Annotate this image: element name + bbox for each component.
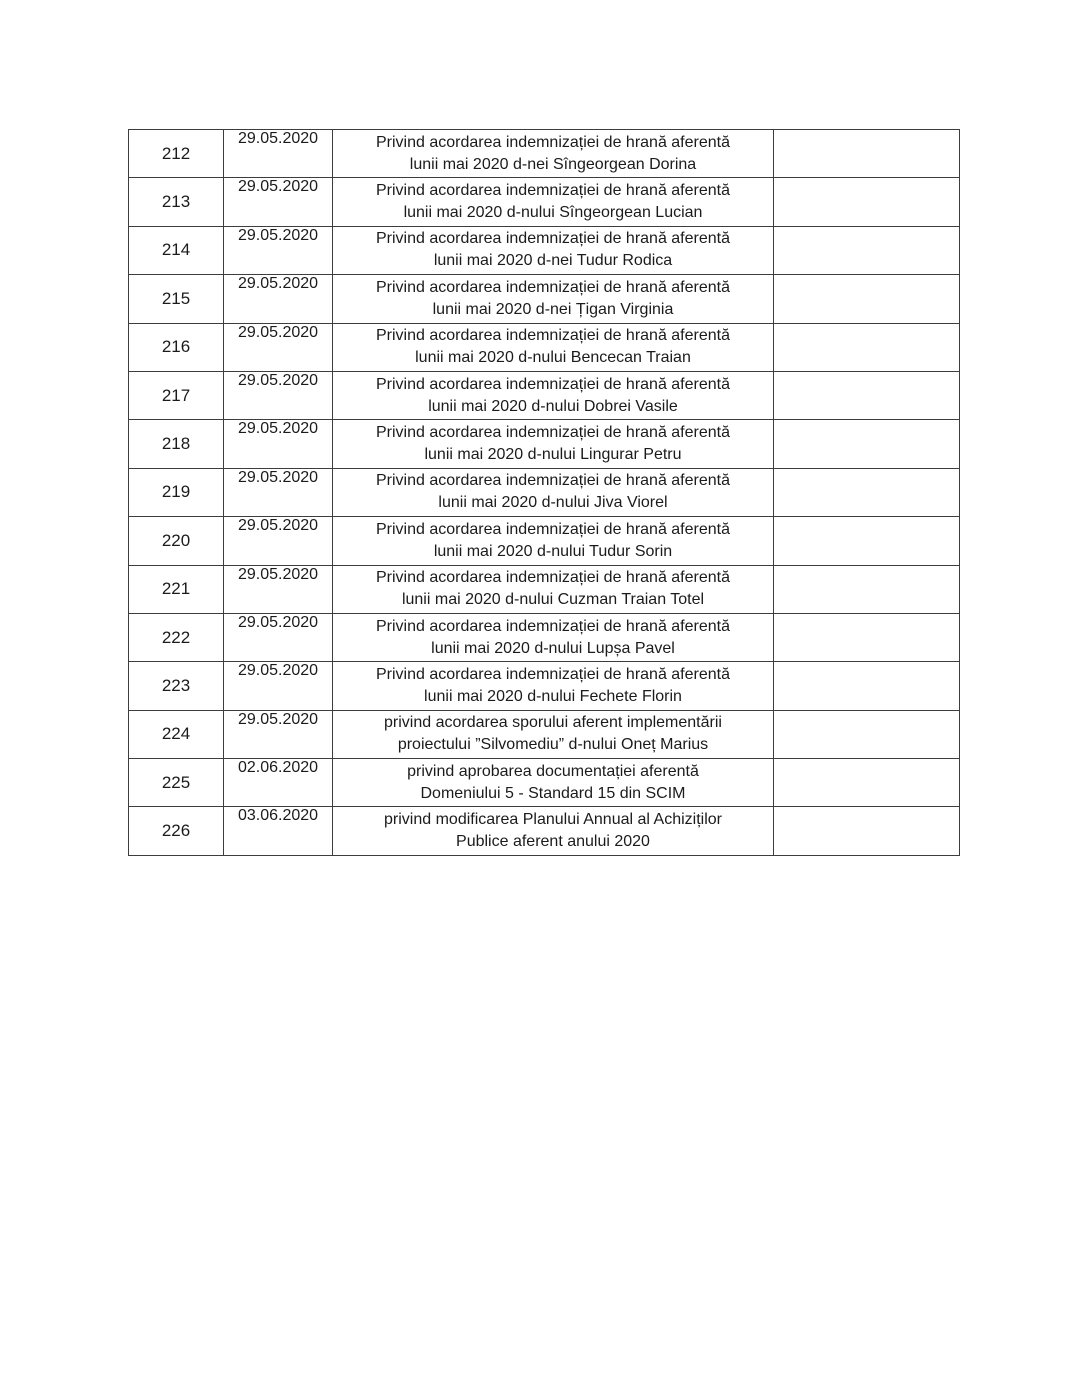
table-row bbox=[129, 468, 960, 516]
row-notes-cell bbox=[774, 178, 960, 226]
row-description-line-2: lunii mai 2020 d-nului Lupșa Pavel bbox=[431, 639, 675, 657]
row-date: 29.05.2020 bbox=[237, 226, 319, 244]
row-number-cell bbox=[129, 565, 224, 613]
row-number: 216 bbox=[161, 337, 191, 357]
row-description-line-2: Publice aferent anului 2020 bbox=[456, 833, 650, 851]
row-date: 29.05.2020 bbox=[237, 468, 319, 486]
row-notes-cell bbox=[774, 517, 960, 565]
row-date: 29.05.2020 bbox=[237, 130, 319, 147]
row-description-cell bbox=[333, 662, 774, 710]
row-description-cell bbox=[333, 371, 774, 419]
row-description-line-1: Privind acordarea indemnizației de hrană aferentă bbox=[376, 133, 730, 151]
row-description-line-1: Privind acordarea indemnizației de hrană aferentă bbox=[376, 375, 730, 393]
row-number: 224 bbox=[161, 724, 191, 744]
row-number-cell bbox=[129, 178, 224, 226]
row-number-cell bbox=[129, 323, 224, 371]
row-number: 220 bbox=[161, 530, 191, 550]
row-description-line-2: lunii mai 2020 d-nului Bencecan Traian bbox=[415, 349, 691, 367]
row-description-line-2: lunii mai 2020 d-nului Dobrei Vasile bbox=[428, 397, 678, 415]
row-date-cell bbox=[224, 565, 333, 613]
row-date: 29.05.2020 bbox=[237, 710, 319, 728]
row-description-line-1: privind aprobarea documentației aferentă bbox=[407, 762, 699, 780]
row-description-line-1: Privind acordarea indemnizației de hrană aferentă bbox=[376, 617, 730, 635]
table-body bbox=[129, 130, 960, 856]
table-row bbox=[129, 178, 960, 226]
row-notes-cell bbox=[774, 275, 960, 323]
row-date: 03.06.2020 bbox=[237, 807, 319, 825]
row-date-cell bbox=[224, 613, 333, 661]
row-notes-cell bbox=[774, 420, 960, 468]
row-description-line-2: lunii mai 2020 d-nului Fechete Florin bbox=[424, 687, 682, 705]
row-description-line-2: lunii mai 2020 d-nei Țigan Virginia bbox=[432, 300, 674, 318]
row-date: 29.05.2020 bbox=[237, 420, 319, 438]
row-notes-cell bbox=[774, 807, 960, 855]
table-row bbox=[129, 517, 960, 565]
row-number: 217 bbox=[161, 385, 191, 405]
decisions-register-table bbox=[128, 129, 960, 856]
row-description-cell bbox=[333, 517, 774, 565]
row-number-cell bbox=[129, 613, 224, 661]
row-notes-cell bbox=[774, 662, 960, 710]
row-description-line-2: lunii mai 2020 d-nului Sîngeorgean Lucian bbox=[403, 204, 703, 222]
row-date: 02.06.2020 bbox=[237, 759, 319, 777]
row-description-cell bbox=[333, 613, 774, 661]
row-description-line-1: Privind acordarea indemnizației de hrană aferentă bbox=[376, 520, 730, 538]
row-notes-cell bbox=[774, 323, 960, 371]
row-number: 212 bbox=[161, 143, 191, 163]
table-row bbox=[129, 371, 960, 419]
row-date-cell bbox=[224, 710, 333, 758]
row-number: 221 bbox=[161, 579, 191, 599]
row-description-line-1: Privind acordarea indemnizației de hrană aferentă bbox=[376, 327, 730, 345]
row-number: 214 bbox=[161, 240, 191, 260]
row-description-cell bbox=[333, 178, 774, 226]
table-row bbox=[129, 323, 960, 371]
row-date-cell bbox=[224, 759, 333, 807]
row-description-line-1: Privind acordarea indemnizației de hrană aferentă bbox=[376, 472, 730, 490]
row-number: 222 bbox=[161, 627, 191, 647]
table-row bbox=[129, 226, 960, 274]
row-description-line-2: Domeniului 5 - Standard 15 din SCIM bbox=[420, 784, 686, 802]
row-number-cell bbox=[129, 662, 224, 710]
row-description-line-1: Privind acordarea indemnizației de hrană aferentă bbox=[376, 278, 730, 296]
table-row bbox=[129, 710, 960, 758]
row-description-cell bbox=[333, 468, 774, 516]
row-number-cell bbox=[129, 517, 224, 565]
row-description-cell bbox=[333, 130, 774, 178]
table-row bbox=[129, 565, 960, 613]
row-description-cell bbox=[333, 323, 774, 371]
row-description-line-1: Privind acordarea indemnizației de hrană aferentă bbox=[376, 230, 730, 248]
row-number-cell bbox=[129, 807, 224, 855]
row-description-line-2: lunii mai 2020 d-nului Cuzman Traian Totel bbox=[401, 591, 705, 609]
row-description-cell bbox=[333, 275, 774, 323]
row-number: 219 bbox=[161, 482, 191, 502]
row-description-line-1: privind modificarea Planului Annual al Achiziților bbox=[384, 811, 722, 829]
row-notes-cell bbox=[774, 226, 960, 274]
row-number: 226 bbox=[161, 821, 191, 841]
row-description-line-1: Privind acordarea indemnizației de hrană aferentă bbox=[376, 424, 730, 442]
row-date-cell bbox=[224, 275, 333, 323]
table-row bbox=[129, 759, 960, 807]
row-notes-cell bbox=[774, 130, 960, 178]
table-row bbox=[129, 130, 960, 178]
row-number-cell bbox=[129, 130, 224, 178]
row-number-cell bbox=[129, 710, 224, 758]
row-number-cell bbox=[129, 759, 224, 807]
row-date: 29.05.2020 bbox=[237, 371, 319, 389]
row-description-line-1: Privind acordarea indemnizației de hrană aferentă bbox=[376, 569, 730, 587]
row-number: 215 bbox=[161, 288, 191, 308]
row-date-cell bbox=[224, 371, 333, 419]
row-date: 29.05.2020 bbox=[237, 323, 319, 341]
row-date: 29.05.2020 bbox=[237, 565, 319, 583]
row-date-cell bbox=[224, 662, 333, 710]
row-number-cell bbox=[129, 226, 224, 274]
row-number: 218 bbox=[161, 434, 191, 454]
row-number: 213 bbox=[161, 192, 191, 212]
row-notes-cell bbox=[774, 613, 960, 661]
row-description-line-1: Privind acordarea indemnizației de hrană aferentă bbox=[376, 665, 730, 683]
row-description-cell bbox=[333, 759, 774, 807]
table-row bbox=[129, 420, 960, 468]
row-description-cell bbox=[333, 420, 774, 468]
table-row bbox=[129, 807, 960, 855]
row-number-cell bbox=[129, 371, 224, 419]
table-row bbox=[129, 613, 960, 661]
row-description-cell bbox=[333, 710, 774, 758]
row-description-line-2: lunii mai 2020 d-nei Tudur Rodica bbox=[433, 252, 673, 270]
row-number-cell bbox=[129, 420, 224, 468]
row-notes-cell bbox=[774, 468, 960, 516]
row-date: 29.05.2020 bbox=[237, 178, 319, 196]
row-date-cell bbox=[224, 807, 333, 855]
row-date: 29.05.2020 bbox=[237, 275, 319, 293]
row-date-cell bbox=[224, 323, 333, 371]
row-description-line-2: lunii mai 2020 d-nei Sîngeorgean Dorina bbox=[409, 155, 697, 173]
row-description-cell bbox=[333, 226, 774, 274]
row-description-line-1: privind acordarea sporului aferent implementării bbox=[384, 714, 722, 732]
row-date: 29.05.2020 bbox=[237, 613, 319, 631]
row-notes-cell bbox=[774, 710, 960, 758]
row-description-line-2: lunii mai 2020 d-nului Tudur Sorin bbox=[433, 542, 673, 560]
row-date: 29.05.2020 bbox=[237, 662, 319, 680]
table-row bbox=[129, 275, 960, 323]
row-date-cell bbox=[224, 226, 333, 274]
row-number: 225 bbox=[161, 772, 191, 792]
row-description-line-2: lunii mai 2020 d-nului Lingurar Petru bbox=[424, 446, 682, 464]
row-description-cell bbox=[333, 807, 774, 855]
row-notes-cell bbox=[774, 759, 960, 807]
row-description-cell bbox=[333, 565, 774, 613]
row-number: 223 bbox=[161, 675, 191, 695]
row-number-cell bbox=[129, 275, 224, 323]
row-date-cell bbox=[224, 130, 333, 178]
table-row bbox=[129, 662, 960, 710]
row-date-cell bbox=[224, 178, 333, 226]
row-date-cell bbox=[224, 517, 333, 565]
row-description-line-2: proiectului ”Silvomediu” d-nului Oneț Marius bbox=[397, 736, 709, 754]
row-notes-cell bbox=[774, 371, 960, 419]
row-date-cell bbox=[224, 420, 333, 468]
row-number-cell bbox=[129, 468, 224, 516]
row-date: 29.05.2020 bbox=[237, 517, 319, 535]
row-description-line-2: lunii mai 2020 d-nului Jiva Viorel bbox=[438, 494, 668, 512]
row-date-cell bbox=[224, 468, 333, 516]
row-description-line-1: Privind acordarea indemnizației de hrană aferentă bbox=[376, 182, 730, 200]
row-notes-cell bbox=[774, 565, 960, 613]
